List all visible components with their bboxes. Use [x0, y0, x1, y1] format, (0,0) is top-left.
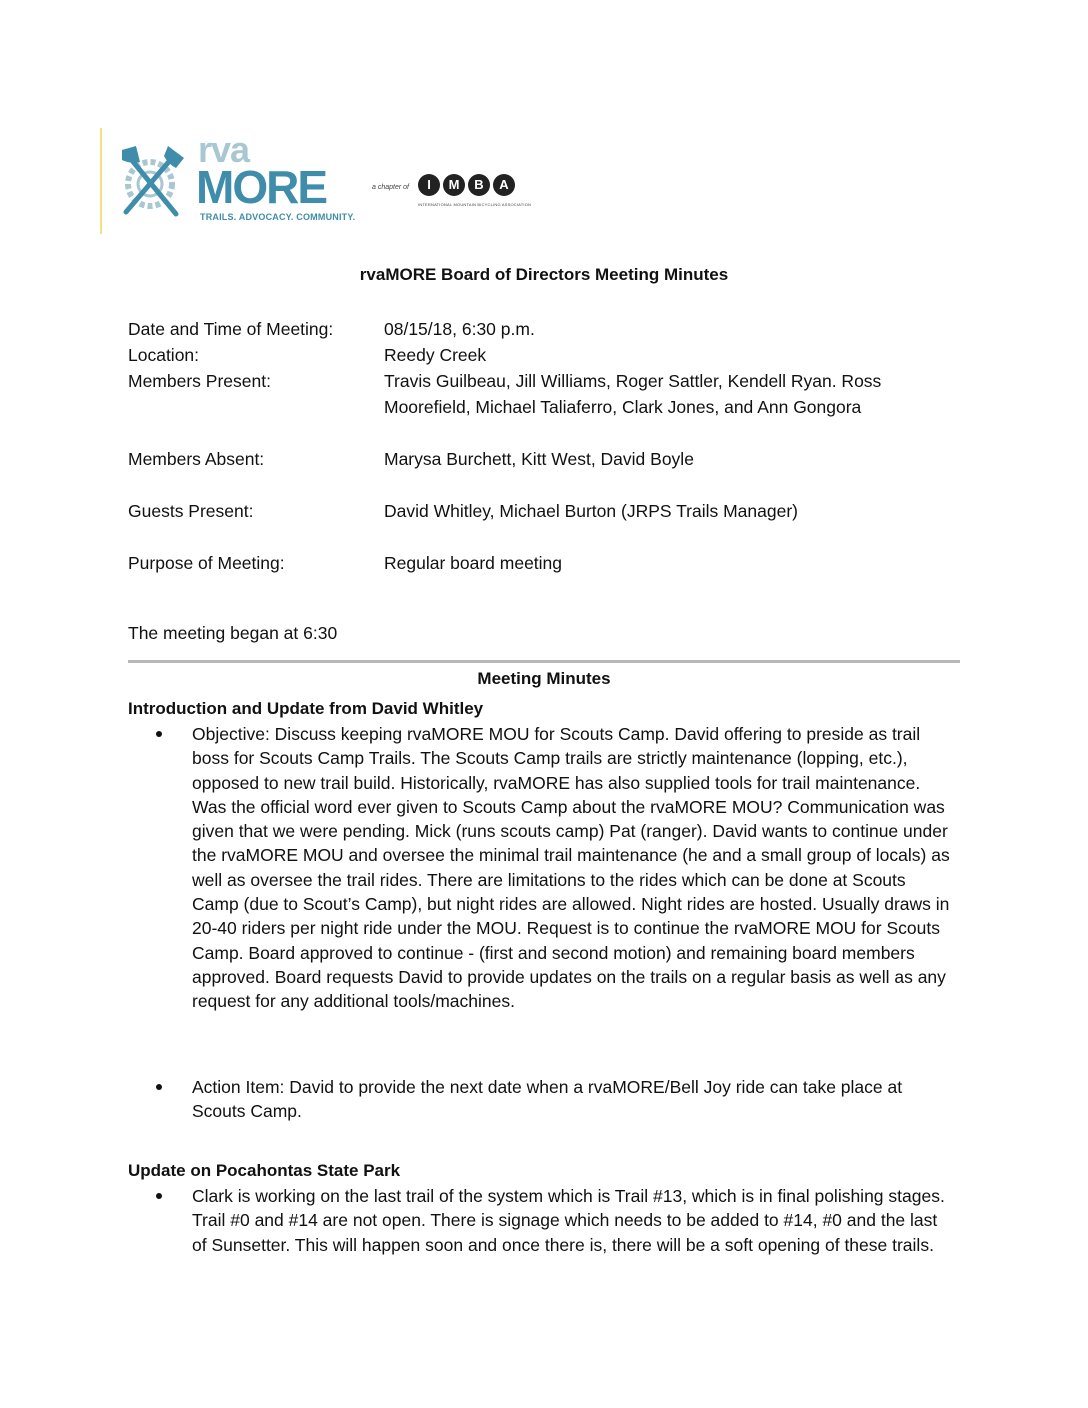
info-row-guests	[128, 498, 968, 524]
bullet-list	[156, 1075, 956, 1124]
section-heading: Introduction and Update from David Whitley	[128, 699, 484, 718]
info-row-present	[128, 368, 968, 420]
meeting-began-text: The meeting began at 6:30	[128, 623, 338, 643]
info-value: David Whitley, Michael Burton (JRPS Trails Manager)	[384, 501, 798, 521]
info-value: Reedy Creek	[384, 345, 487, 365]
chapter-of-text: a chapter of	[372, 184, 409, 191]
bullet-icon	[156, 1193, 162, 1199]
info-label: Members Present:	[128, 371, 271, 391]
logo-more-text: MORE	[196, 161, 326, 213]
bullet-text: Action Item: David to provide the next date when a rvaMORE/Bell Joy ride can take place at Scouts Camp.	[192, 1077, 903, 1122]
list-item	[156, 1075, 956, 1124]
info-value: Travis Guilbeau, Jill Williams, Roger Sattler, Kendell Ryan. Ross Moorefield, Michael Taliaferro, Clark Jones, and Ann Gongora	[384, 371, 882, 417]
info-row-location	[128, 342, 968, 368]
bullet-icon	[156, 1084, 162, 1090]
imba-subtitle: INTERNATIONAL MOUNTAIN BICYCLING ASSOCIATION	[418, 202, 532, 207]
letterhead	[100, 128, 540, 236]
bullet-text: Objective: Discuss keeping rvaMORE MOU for Scouts Camp. David offering to preside as trail boss for Scouts Camp Trails. The Scouts Camp trails are strictly maintenance (lopping, etc.), opposed to new trail build. Historically, rvaMORE has also supplied tools for trail maintenance. Was the official word ever given to Scouts Camp about the rvaMORE MOU? Communication was given that we were pending. Mick (runs scouts camp) Pat (ranger). David wants to continue under the rvaMORE MOU and oversee the minimal trail maintenance (he and a small group of locals) as well as oversee the trail rides. There are limitations to the rides which can be done at Scouts Camp (due to Scout’s Camp), but night rides are allowed. Night rides are hosted. Usually draws in 20-40 riders per night ride under the MOU. Request is to continue the rvaMORE MOU for Scouts Camp. Board approved to continue - (first and second motion) and remaining board members approved. Board requests David to provide updates on the trails on a regular basis as well as any request for any additional tools/machines.	[192, 724, 950, 1012]
info-label: Members Absent:	[128, 449, 265, 469]
section-divider	[128, 660, 960, 663]
minutes-title: Meeting Minutes	[477, 669, 611, 688]
info-value: 08/15/18, 6:30 p.m.	[384, 319, 535, 339]
bullet-list	[156, 722, 956, 1014]
info-row-purpose	[128, 550, 968, 576]
meeting-info	[128, 316, 968, 576]
info-row-absent	[128, 446, 968, 472]
list-item	[156, 1184, 956, 1257]
shovel-axe-gear-icon	[118, 142, 188, 222]
imba-letter: I	[418, 174, 440, 196]
imba-logo	[418, 174, 518, 200]
imba-letter: B	[468, 174, 490, 196]
document-title: rvaMORE Board of Directors Meeting Minutes	[359, 265, 729, 284]
logo-tagline: TRAILS. ADVOCACY. COMMUNITY.	[200, 212, 356, 222]
bullet-list	[156, 1184, 956, 1257]
info-row-date	[128, 316, 968, 342]
info-label: Purpose of Meeting:	[128, 553, 285, 573]
info-value: Regular board meeting	[384, 553, 563, 573]
bullet-text: Clark is working on the last trail of the system which is Trail #13, which is in final polishing stages. Trail #0 and #14 are not open. There is signage which needs to be added to #14, #0 and the last of Sunsetter. This will happen soon and once there is, there will be a soft opening of these trails.	[192, 1186, 945, 1255]
info-label: Guests Present:	[128, 501, 254, 521]
info-value: Marysa Burchett, Kitt West, David Boyle	[384, 449, 694, 469]
info-label: Date and Time of Meeting:	[128, 319, 334, 339]
imba-letter: M	[443, 174, 465, 196]
info-label: Location:	[128, 345, 200, 365]
letterhead-rule	[100, 128, 102, 234]
section-heading: Update on Pocahontas State Park	[128, 1161, 401, 1180]
bullet-icon	[156, 731, 162, 737]
list-item	[156, 722, 956, 1014]
imba-letter: A	[493, 174, 515, 196]
logo-rva-text: rva	[198, 129, 250, 170]
